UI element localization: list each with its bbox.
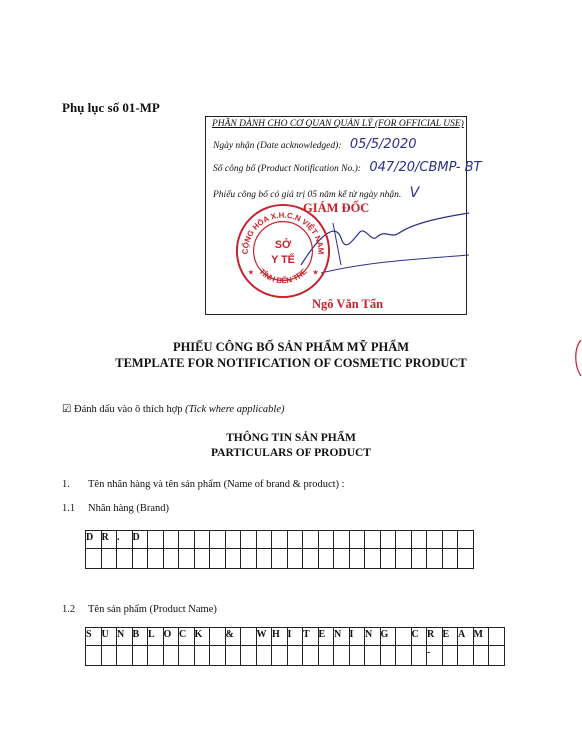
tick-instruction-hint: (Tick where applicable) [185,404,285,415]
letter-box[interactable] [334,549,350,569]
letter-box[interactable] [489,628,505,646]
letter-box[interactable] [458,549,474,569]
letter-box[interactable] [194,531,210,549]
letter-box[interactable] [117,549,133,569]
notification-value: 047/20/CBMP- BT [369,160,482,175]
letter-box[interactable]: E [318,628,334,646]
official-seal [234,202,332,300]
letter-box[interactable]: W [256,628,272,646]
letter-box[interactable]: A [458,628,474,646]
validity-text: Phiếu công bố có giá trị 05 năm kể từ ngày nhận. [213,190,402,200]
letter-box[interactable] [349,531,365,549]
item-text: Nhãn hàng (Brand) [88,503,170,514]
grid-row [86,628,505,646]
letter-box[interactable] [473,646,489,666]
letter-box[interactable] [194,549,210,569]
seal-bottom-text: TỈNH BẾN TRE [257,267,309,286]
date-acknowledged-line [213,137,417,152]
letter-box[interactable]: T [303,628,319,646]
letter-box[interactable] [225,646,241,666]
letter-box[interactable] [210,549,226,569]
notification-number-line [213,160,481,175]
letter-box[interactable] [241,628,257,646]
letter-box[interactable]: I [349,628,365,646]
letter-box[interactable] [272,531,288,549]
letter-box[interactable]: B [132,628,148,646]
letter-box[interactable] [365,646,381,666]
section-title-vn: THÔNG TIN SẢN PHẨM [226,432,356,444]
letter-box[interactable] [334,531,350,549]
letter-box[interactable] [442,549,458,569]
letter-box[interactable] [194,646,210,666]
letter-box[interactable] [427,531,443,549]
letter-box[interactable] [349,646,365,666]
letter-box[interactable] [318,549,334,569]
grid-row [86,531,474,549]
letter-box[interactable] [210,646,226,666]
letter-box[interactable] [225,549,241,569]
letter-box[interactable] [132,549,148,569]
seal-star-icon: ★ [312,269,319,277]
tick-instruction [62,403,285,415]
letter-box[interactable]: H [272,628,288,646]
letter-box[interactable]: D [86,531,102,549]
letter-box[interactable] [101,646,117,666]
letter-box[interactable] [86,646,102,666]
seal-line1: SỞ [274,239,292,252]
letter-box[interactable]: N [117,628,133,646]
letter-box[interactable] [148,549,164,569]
letter-box[interactable] [396,646,412,666]
letter-box[interactable] [241,531,257,549]
letter-box[interactable]: U [101,628,117,646]
item-1-1 [62,503,169,514]
letter-box[interactable] [334,646,350,666]
letter-box[interactable] [442,646,458,666]
letter-box[interactable]: G [380,628,396,646]
official-use-box [205,116,482,315]
letter-box[interactable] [163,531,179,549]
letter-box[interactable]: E [442,628,458,646]
letter-box[interactable]: O [163,628,179,646]
seal-line2: Y TẾ [271,253,295,266]
letter-box[interactable] [256,549,272,569]
letter-box[interactable]: D [132,531,148,549]
letter-box[interactable]: C [179,628,195,646]
letter-box[interactable] [287,531,303,549]
validity-mark: V [409,185,420,201]
letter-box[interactable]: & [225,628,241,646]
seal-star-icon: ★ [247,269,254,277]
item-1 [62,479,345,490]
letter-box[interactable] [256,646,272,666]
item-number: 1.1 [62,503,76,514]
letter-box[interactable] [380,531,396,549]
letter-box[interactable] [411,549,427,569]
grid-row [86,646,505,666]
letter-box[interactable] [396,628,412,646]
letter-box[interactable] [272,549,288,569]
letter-box[interactable] [287,549,303,569]
letter-box[interactable] [427,549,443,569]
letter-box[interactable]: C [411,628,427,646]
letter-box[interactable] [411,531,427,549]
letter-box[interactable] [303,531,319,549]
date-label: Ngày nhận (Date acknowledged): [213,141,342,151]
letter-box[interactable] [241,549,257,569]
section-title-en: PARTICULARS OF PRODUCT [211,447,371,459]
letter-box[interactable] [318,646,334,666]
letter-box[interactable] [163,646,179,666]
brand-grid [85,530,474,569]
letter-box[interactable] [396,549,412,569]
product-name-grid [85,627,505,666]
letter-box[interactable] [365,549,381,569]
letter-box[interactable] [256,531,272,549]
letter-box[interactable] [458,531,474,549]
letter-box[interactable] [287,646,303,666]
letter-box[interactable] [210,628,226,646]
letter-box[interactable]: - [427,646,443,666]
item-1-2 [62,604,217,615]
seal-outer-text: CỘNG HÒA X.H.C.N VIỆT NAM [240,210,326,255]
letter-box[interactable]: R [427,628,443,646]
item-text: Tên sản phẩm (Product Name) [88,604,217,615]
svg-text:TỈNH BẾN TRE [257,267,308,285]
letter-box[interactable] [380,549,396,569]
tick-instruction-text: Đánh dấu vào ô thích hợp [74,404,183,415]
validity-line [213,185,419,201]
letter-box[interactable] [179,646,195,666]
letter-box[interactable] [101,549,117,569]
letter-box[interactable] [318,531,334,549]
form-title-vn: PHIẾU CÔNG BỐ SẢN PHẨM MỸ PHẨM [172,340,410,354]
item-number: 1. [62,479,70,490]
letter-box[interactable]: L [148,628,164,646]
item-text: Tên nhãn hàng và tên sản phẩm (Name of brand & product) : [88,479,345,490]
letter-box[interactable] [148,646,164,666]
letter-box[interactable] [210,531,226,549]
letter-box[interactable] [179,531,195,549]
letter-box[interactable] [380,646,396,666]
letter-box[interactable] [148,531,164,549]
director-title: GIÁM ĐỐC [303,201,370,215]
grid-row [86,549,474,569]
letter-box[interactable] [179,549,195,569]
letter-box[interactable] [411,646,427,666]
checked-box-icon: ☑ [62,404,72,415]
letter-box[interactable]: N [365,628,381,646]
letter-box[interactable]: R [101,531,117,549]
letter-box[interactable] [365,531,381,549]
letter-box[interactable]: I [287,628,303,646]
letter-box[interactable] [442,531,458,549]
letter-box[interactable] [117,646,133,666]
letter-box[interactable]: N [334,628,350,646]
letter-box[interactable] [396,531,412,549]
letter-box[interactable]: . [117,531,133,549]
official-box-header: PHẦN DÀNH CHO CƠ QUAN QUẢN LÝ (FOR OFFICIAL USE) [212,119,464,129]
notification-label: Số công bố (Product Notification No.): [213,164,361,174]
letter-box[interactable] [489,646,505,666]
letter-box[interactable] [241,646,257,666]
letter-box[interactable] [272,646,288,666]
appendix-label: Phụ lục số 01-MP [62,100,160,115]
letter-box[interactable] [86,549,102,569]
letter-box[interactable] [225,531,241,549]
letter-box[interactable]: M [473,628,489,646]
item-number: 1.2 [62,604,76,615]
letter-box[interactable] [132,646,148,666]
letter-box[interactable]: S [86,628,102,646]
letter-box[interactable]: K [194,628,210,646]
date-value: 05/5/2020 [349,137,417,152]
form-title-en: TEMPLATE FOR NOTIFICATION OF COSMETIC PRODUCT [115,356,467,370]
letter-box[interactable] [349,549,365,569]
letter-box[interactable] [458,646,474,666]
letter-box[interactable] [163,549,179,569]
director-name: Ngô Văn Tấn [312,297,384,311]
letter-box[interactable] [303,549,319,569]
letter-box[interactable] [303,646,319,666]
